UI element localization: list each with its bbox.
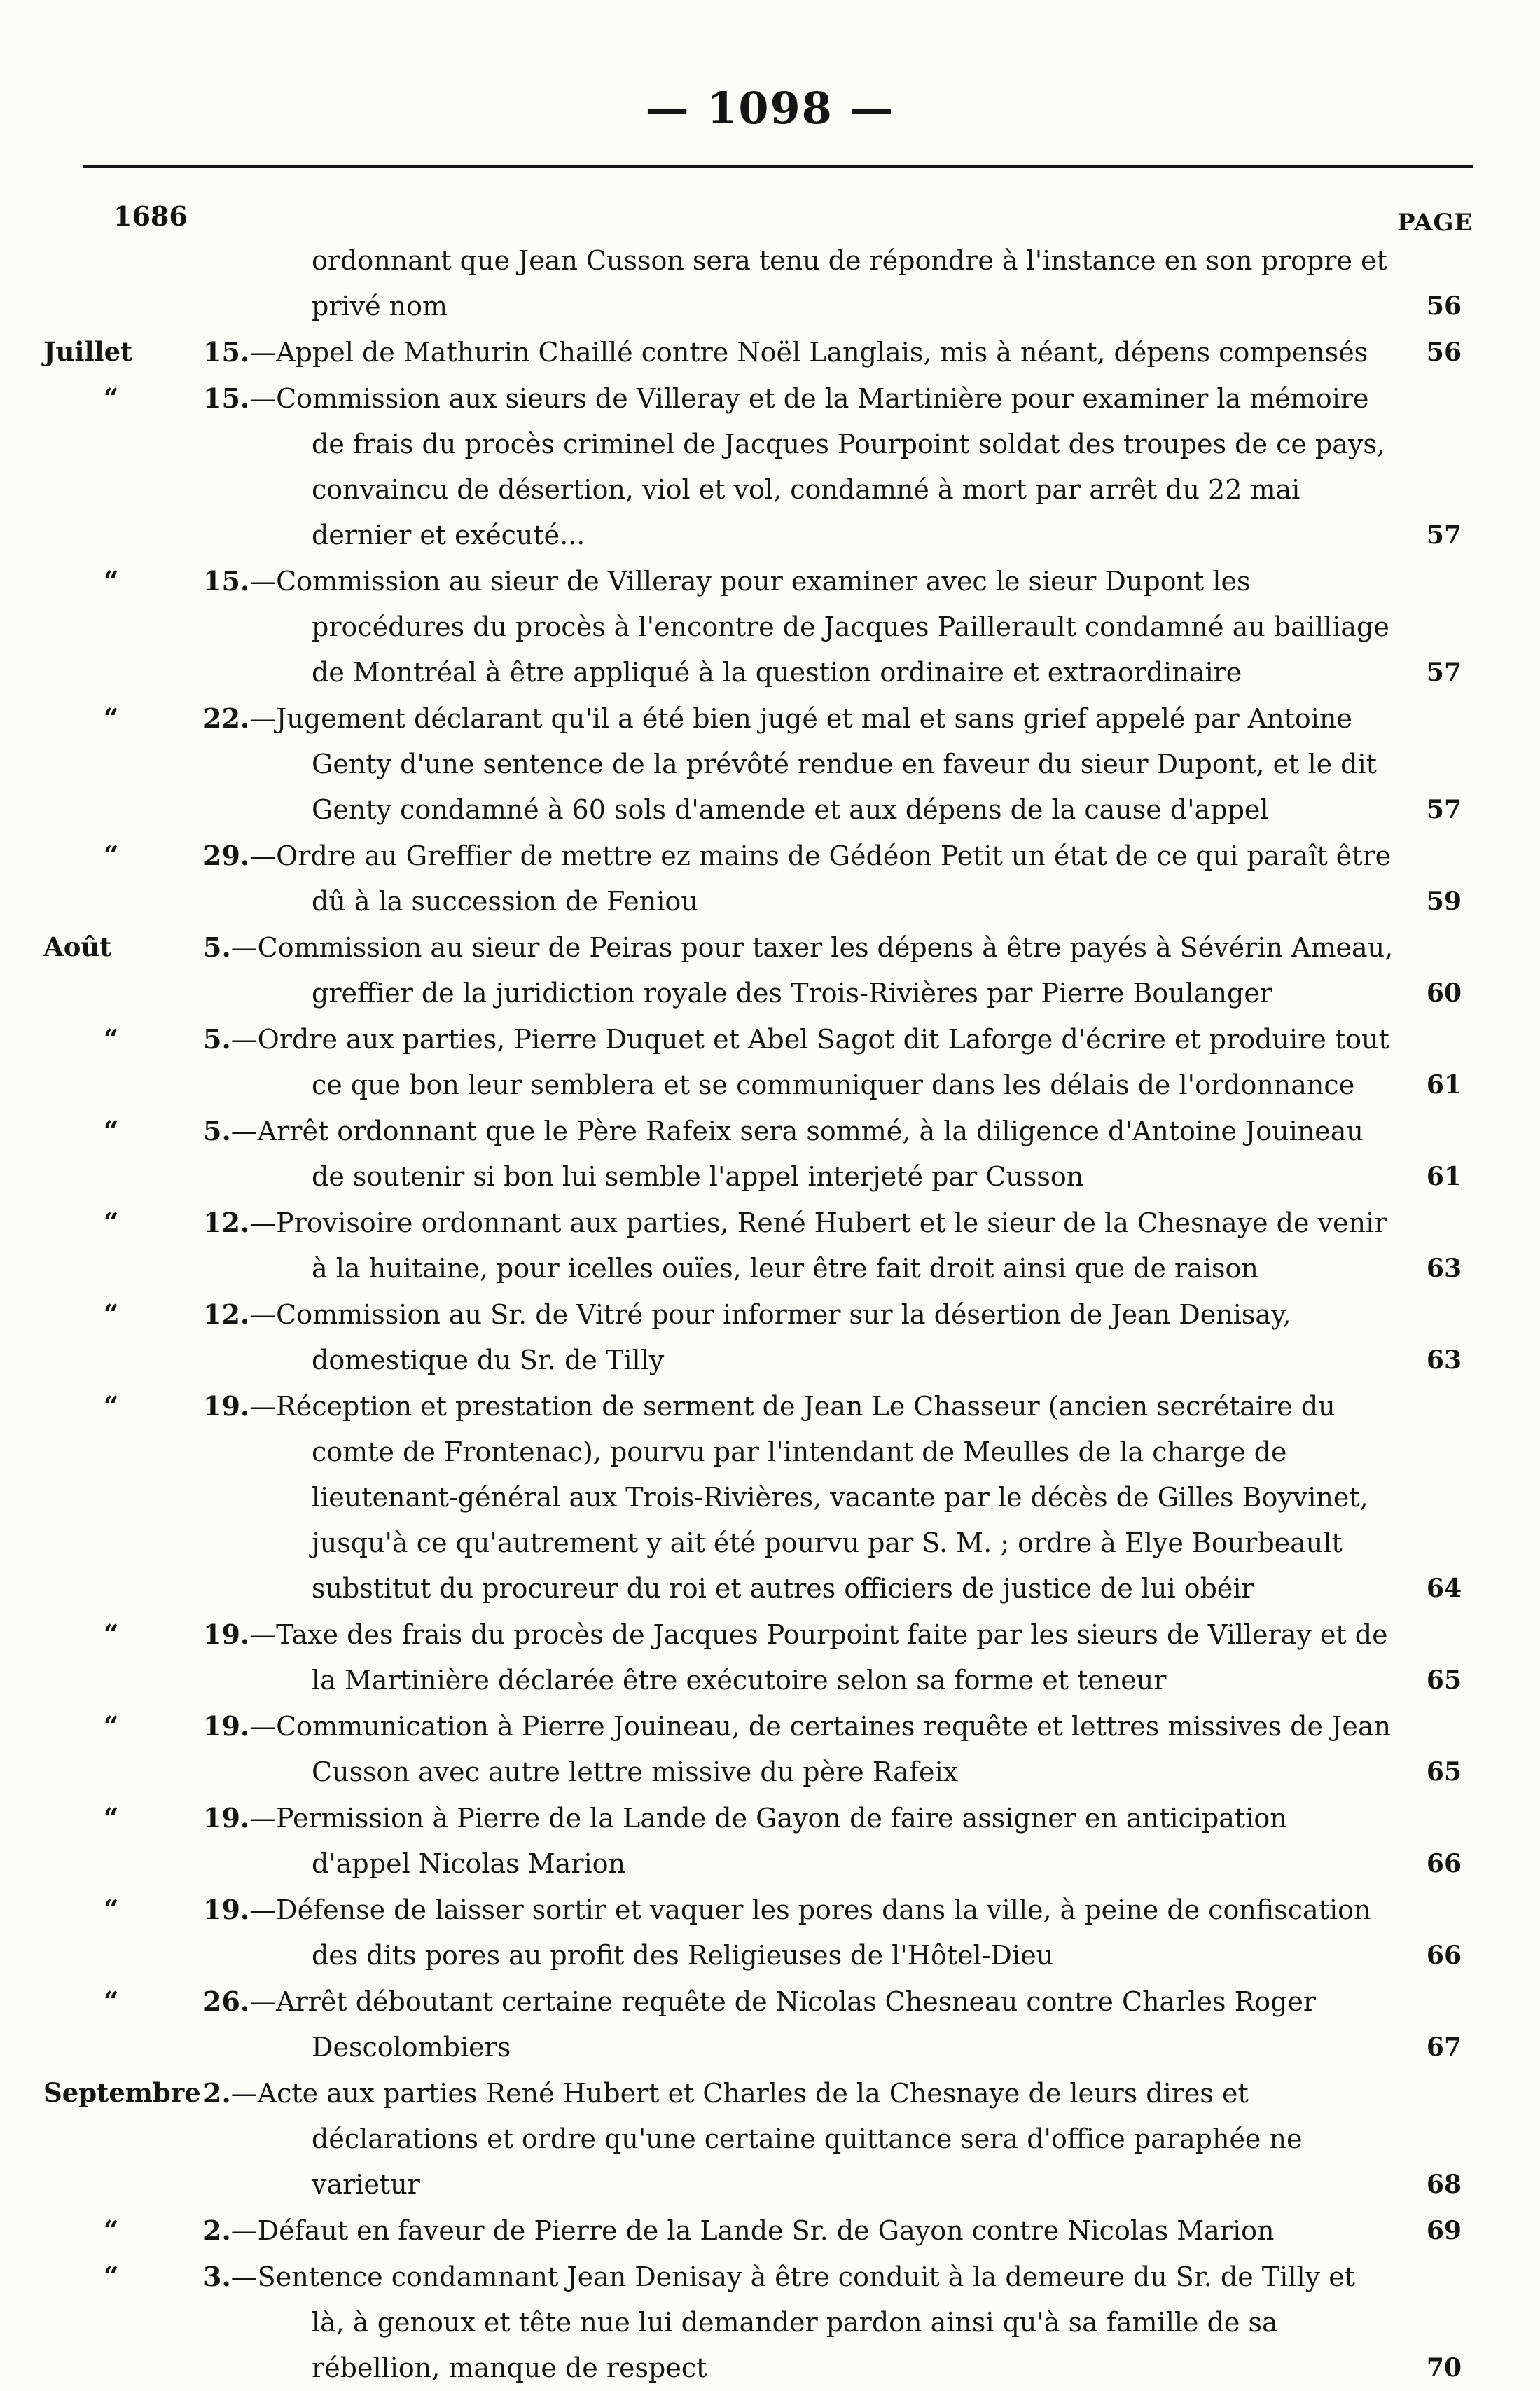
entry-date: 5. (203, 1115, 231, 1146)
entry-text (203, 1703, 1394, 1795)
entry-page-number: 69 (1426, 2216, 1462, 2245)
entry-ditto-mark: “ (104, 1710, 119, 1741)
index-entry (0, 375, 1540, 558)
entry-text (203, 238, 1394, 329)
top-rule (83, 165, 1473, 168)
entry-page-number: 63 (1426, 1345, 1462, 1375)
entry-description: —Acte aux parties René Hubert et Charles de la Chesnaye de leurs dires et déclarations et ordre qu'une certaine quittance sera d'office paraphée ne varietur (230, 2078, 1303, 2200)
entry-text (203, 2070, 1394, 2208)
entry-text (203, 833, 1394, 924)
entry-ditto-mark: “ (104, 565, 119, 596)
entry-text (203, 695, 1394, 833)
entry-date: 5. (203, 1023, 231, 1055)
entry-date: 2. (203, 2077, 231, 2109)
entry-page-number: 56 (1426, 338, 1462, 367)
index-entry (0, 1978, 1540, 2070)
entry-page-number: 60 (1426, 978, 1462, 1008)
entry-month: Août (43, 931, 112, 962)
index-entry (0, 924, 1540, 1016)
entry-page-number: 70 (1426, 2353, 1462, 2383)
entry-page-number: 66 (1426, 1941, 1462, 1970)
entry-month: Septembre (43, 2077, 201, 2108)
entry-text (203, 1978, 1394, 2070)
entry-page-number: 57 (1426, 520, 1462, 550)
entry-page-number: 56 (1426, 291, 1462, 321)
entry-description: —Défense de laisser sortir et vaquer les pores dans la ville, à peine de confiscation des dits pores au profit des Religieuses de l'Hôtel-Dieu (249, 1894, 1371, 1971)
entry-page-number: 65 (1426, 1757, 1462, 1787)
entry-date: 22. (203, 702, 250, 734)
index-entry (0, 558, 1540, 695)
index-entry (0, 1108, 1540, 1200)
entry-description: —Défaut en faveur de Pierre de la Lande Sr. de Gayon contre Nicolas Marion (230, 2215, 1275, 2246)
entry-description: —Commission au sieur de Peiras pour taxer les dépens à être payés à Sévérin Ameau, greffier de la juridiction royale des Trois-Rivières par Pierre Boulanger (230, 932, 1394, 1009)
entry-ditto-mark: “ (104, 1298, 119, 1329)
entry-page-number: 68 (1426, 2170, 1462, 2199)
entry-date: 15. (203, 336, 250, 368)
entry-text (203, 329, 1394, 375)
entry-date: 12. (203, 1207, 250, 1238)
entry-ditto-mark: “ (104, 2261, 119, 2292)
index-entry (0, 695, 1540, 833)
entry-description: —Provisoire ordonnant aux parties, René Hubert et le sieur de la Chesnaye de venir à la huitaine, pour icelles ouïes, leur être fait droit ainsi que de raison (249, 1207, 1387, 1284)
index-entries (0, 238, 1540, 2391)
entry-ditto-mark: “ (104, 1115, 119, 1146)
entry-text (203, 1612, 1394, 1703)
entry-text (203, 1887, 1394, 1978)
entry-date: 19. (203, 1802, 250, 1834)
entry-text (203, 2254, 1394, 2391)
entry-description: —Communication à Pierre Jouineau, de certaines requête et lettres missives de Jean Cusson avec autre lettre missive du père Rafeix (249, 1711, 1391, 1787)
entry-description: —Jugement déclarant qu'il a été bien jugé et mal et sans grief appelé par Antoine Genty d'une sentence de la prévôté rendue en faveur du sieur Dupont, et le dit Genty condamné à 60 sols d'amende et aux dépens de la cause d'appel (249, 703, 1377, 825)
index-entry (0, 238, 1540, 329)
page-number: — 1098 — (645, 83, 895, 134)
entry-description: —Commission aux sieurs de Villeray et de la Martinière pour examiner la mémoire de frais du procès criminel de Jacques Pourpoint soldat des troupes de ce pays, convaincu de désertion, viol et vol, condamné à mort par arrêt du 22 mai dernier et exécuté... (249, 383, 1385, 550)
entry-description: —Permission à Pierre de la Lande de Gayon de faire assigner en anticipation d'appel Nicolas Marion (249, 1803, 1287, 1879)
entry-ditto-mark: “ (104, 1207, 119, 1238)
entry-description: ordonnant que Jean Cusson sera tenu de répondre à l'instance en son propre et privé nom (312, 245, 1387, 321)
entry-text (203, 1200, 1394, 1291)
entry-text (203, 1291, 1394, 1383)
entry-text (203, 558, 1394, 695)
entry-date: 19. (203, 1894, 250, 1925)
index-entry (0, 1200, 1540, 1291)
entry-description: —Ordre au Greffier de mettre ez mains de Gédéon Petit un état de ce qui paraît être dû à la succession de Feniou (249, 840, 1392, 917)
entry-ditto-mark: “ (104, 1390, 119, 1421)
index-entry (0, 329, 1540, 375)
entry-text (203, 924, 1394, 1016)
entry-description: —Commission au sieur de Villeray pour examiner avec le sieur Dupont les procédures du procès à l'encontre de Jacques Paillerault condamné au bailliage de Montréal à être appliqué à la question ordinaire et extraordinaire (249, 566, 1389, 688)
entry-ditto-mark: “ (104, 1985, 119, 2016)
index-entry (0, 1016, 1540, 1108)
index-entry (0, 1795, 1540, 1887)
entry-ditto-mark: “ (104, 1894, 119, 1925)
entry-ditto-mark: “ (104, 840, 119, 871)
entry-date: 19. (203, 1619, 250, 1650)
entry-description: —Ordre aux parties, Pierre Duquet et Abel Sagot dit Laforge d'écrire et produire tout ce que bon leur semblera et se communiquer dans les délais de l'ordonnance (230, 1024, 1389, 1100)
entry-text (203, 375, 1394, 558)
entry-date: 19. (203, 1390, 250, 1422)
entry-text (203, 1016, 1394, 1108)
entry-date: 29. (203, 840, 250, 871)
entry-date: 15. (203, 382, 250, 414)
entry-page-number: 59 (1426, 887, 1462, 916)
entry-ditto-mark: “ (104, 2215, 119, 2245)
entry-ditto-mark: “ (104, 702, 119, 733)
entry-description: —Appel de Mathurin Chaillé contre Noël Langlais, mis à néant, dépens compensés (249, 337, 1368, 368)
entry-description: —Taxe des frais du procès de Jacques Pourpoint faite par les sieurs de Villeray et de la Martinière déclarée être exécutoire selon sa forme et teneur (249, 1619, 1388, 1696)
index-entry (0, 2208, 1540, 2254)
entry-text (203, 1383, 1394, 1612)
index-entry (0, 1887, 1540, 1978)
entry-text (203, 2208, 1394, 2254)
entry-page-number: 57 (1426, 658, 1462, 687)
entry-page-number: 63 (1426, 1254, 1462, 1283)
entry-page-number: 57 (1426, 795, 1462, 824)
entry-page-number: 61 (1426, 1070, 1462, 1100)
entry-description: —Commission au Sr. de Vitré pour informer sur la désertion de Jean Denisay, domestique du Sr. de Tilly (249, 1299, 1291, 1375)
entry-date: 5. (203, 931, 231, 963)
entry-month: Juillet (43, 336, 133, 367)
entry-ditto-mark: “ (104, 1619, 119, 1649)
index-entry (0, 2070, 1540, 2208)
entry-ditto-mark: “ (104, 1023, 119, 1054)
entry-page-number: 67 (1426, 2032, 1462, 2062)
entry-description: —Arrêt ordonnant que le Père Rafeix sera sommé, à la diligence d'Antoine Jouineau de soutenir si bon lui semble l'appel interjeté par Cusson (230, 1116, 1364, 1192)
entry-ditto-mark: “ (104, 382, 119, 413)
index-entry (0, 1612, 1540, 1703)
entry-date: 3. (203, 2261, 231, 2292)
entry-date: 19. (203, 1710, 250, 1742)
index-entry (0, 1703, 1540, 1795)
index-entry (0, 1383, 1540, 1612)
entry-date: 26. (203, 1985, 250, 2017)
entry-text (203, 1108, 1394, 1200)
entry-date: 2. (203, 2215, 231, 2246)
entry-date: 12. (203, 1298, 250, 1330)
index-entry (0, 833, 1540, 924)
entry-description: —Réception et prestation de serment de Jean Le Chasseur (ancien secrétaire du comte de Frontenac), pourvu par l'intendant de Meulles de la charge de lieutenant-général aux Trois-Rivières, vacante par le décès de Gilles Boyvinet, jusqu'à ce qu'autrement y ait été pourvu par S. M. ; ordre à Elye Bourbeault substitut du procureur du roi et autres officiers de justice de lui obéir (249, 1391, 1368, 1604)
entry-description: —Sentence condamnant Jean Denisay à être conduit à la demeure du Sr. de Tilly et là, à genoux et tête nue lui demander pardon ainsi qu'à sa famille de sa rébellion, manque de respect (230, 2261, 1355, 2383)
entry-text (203, 1795, 1394, 1887)
page-column-header: PAGE (1397, 209, 1473, 237)
entry-page-number: 66 (1426, 1849, 1462, 1878)
entry-page-number: 61 (1426, 1162, 1462, 1191)
entry-date: 15. (203, 565, 250, 597)
entry-page-number: 64 (1426, 1574, 1462, 1603)
index-entry (0, 2254, 1540, 2391)
index-entry (0, 1291, 1540, 1383)
entry-description: —Arrêt déboutant certaine requête de Nicolas Chesneau contre Charles Roger Descolombiers (249, 1986, 1317, 2063)
year-label: 1686 (113, 200, 188, 232)
entry-page-number: 65 (1426, 1665, 1462, 1695)
entry-ditto-mark: “ (104, 1802, 119, 1833)
